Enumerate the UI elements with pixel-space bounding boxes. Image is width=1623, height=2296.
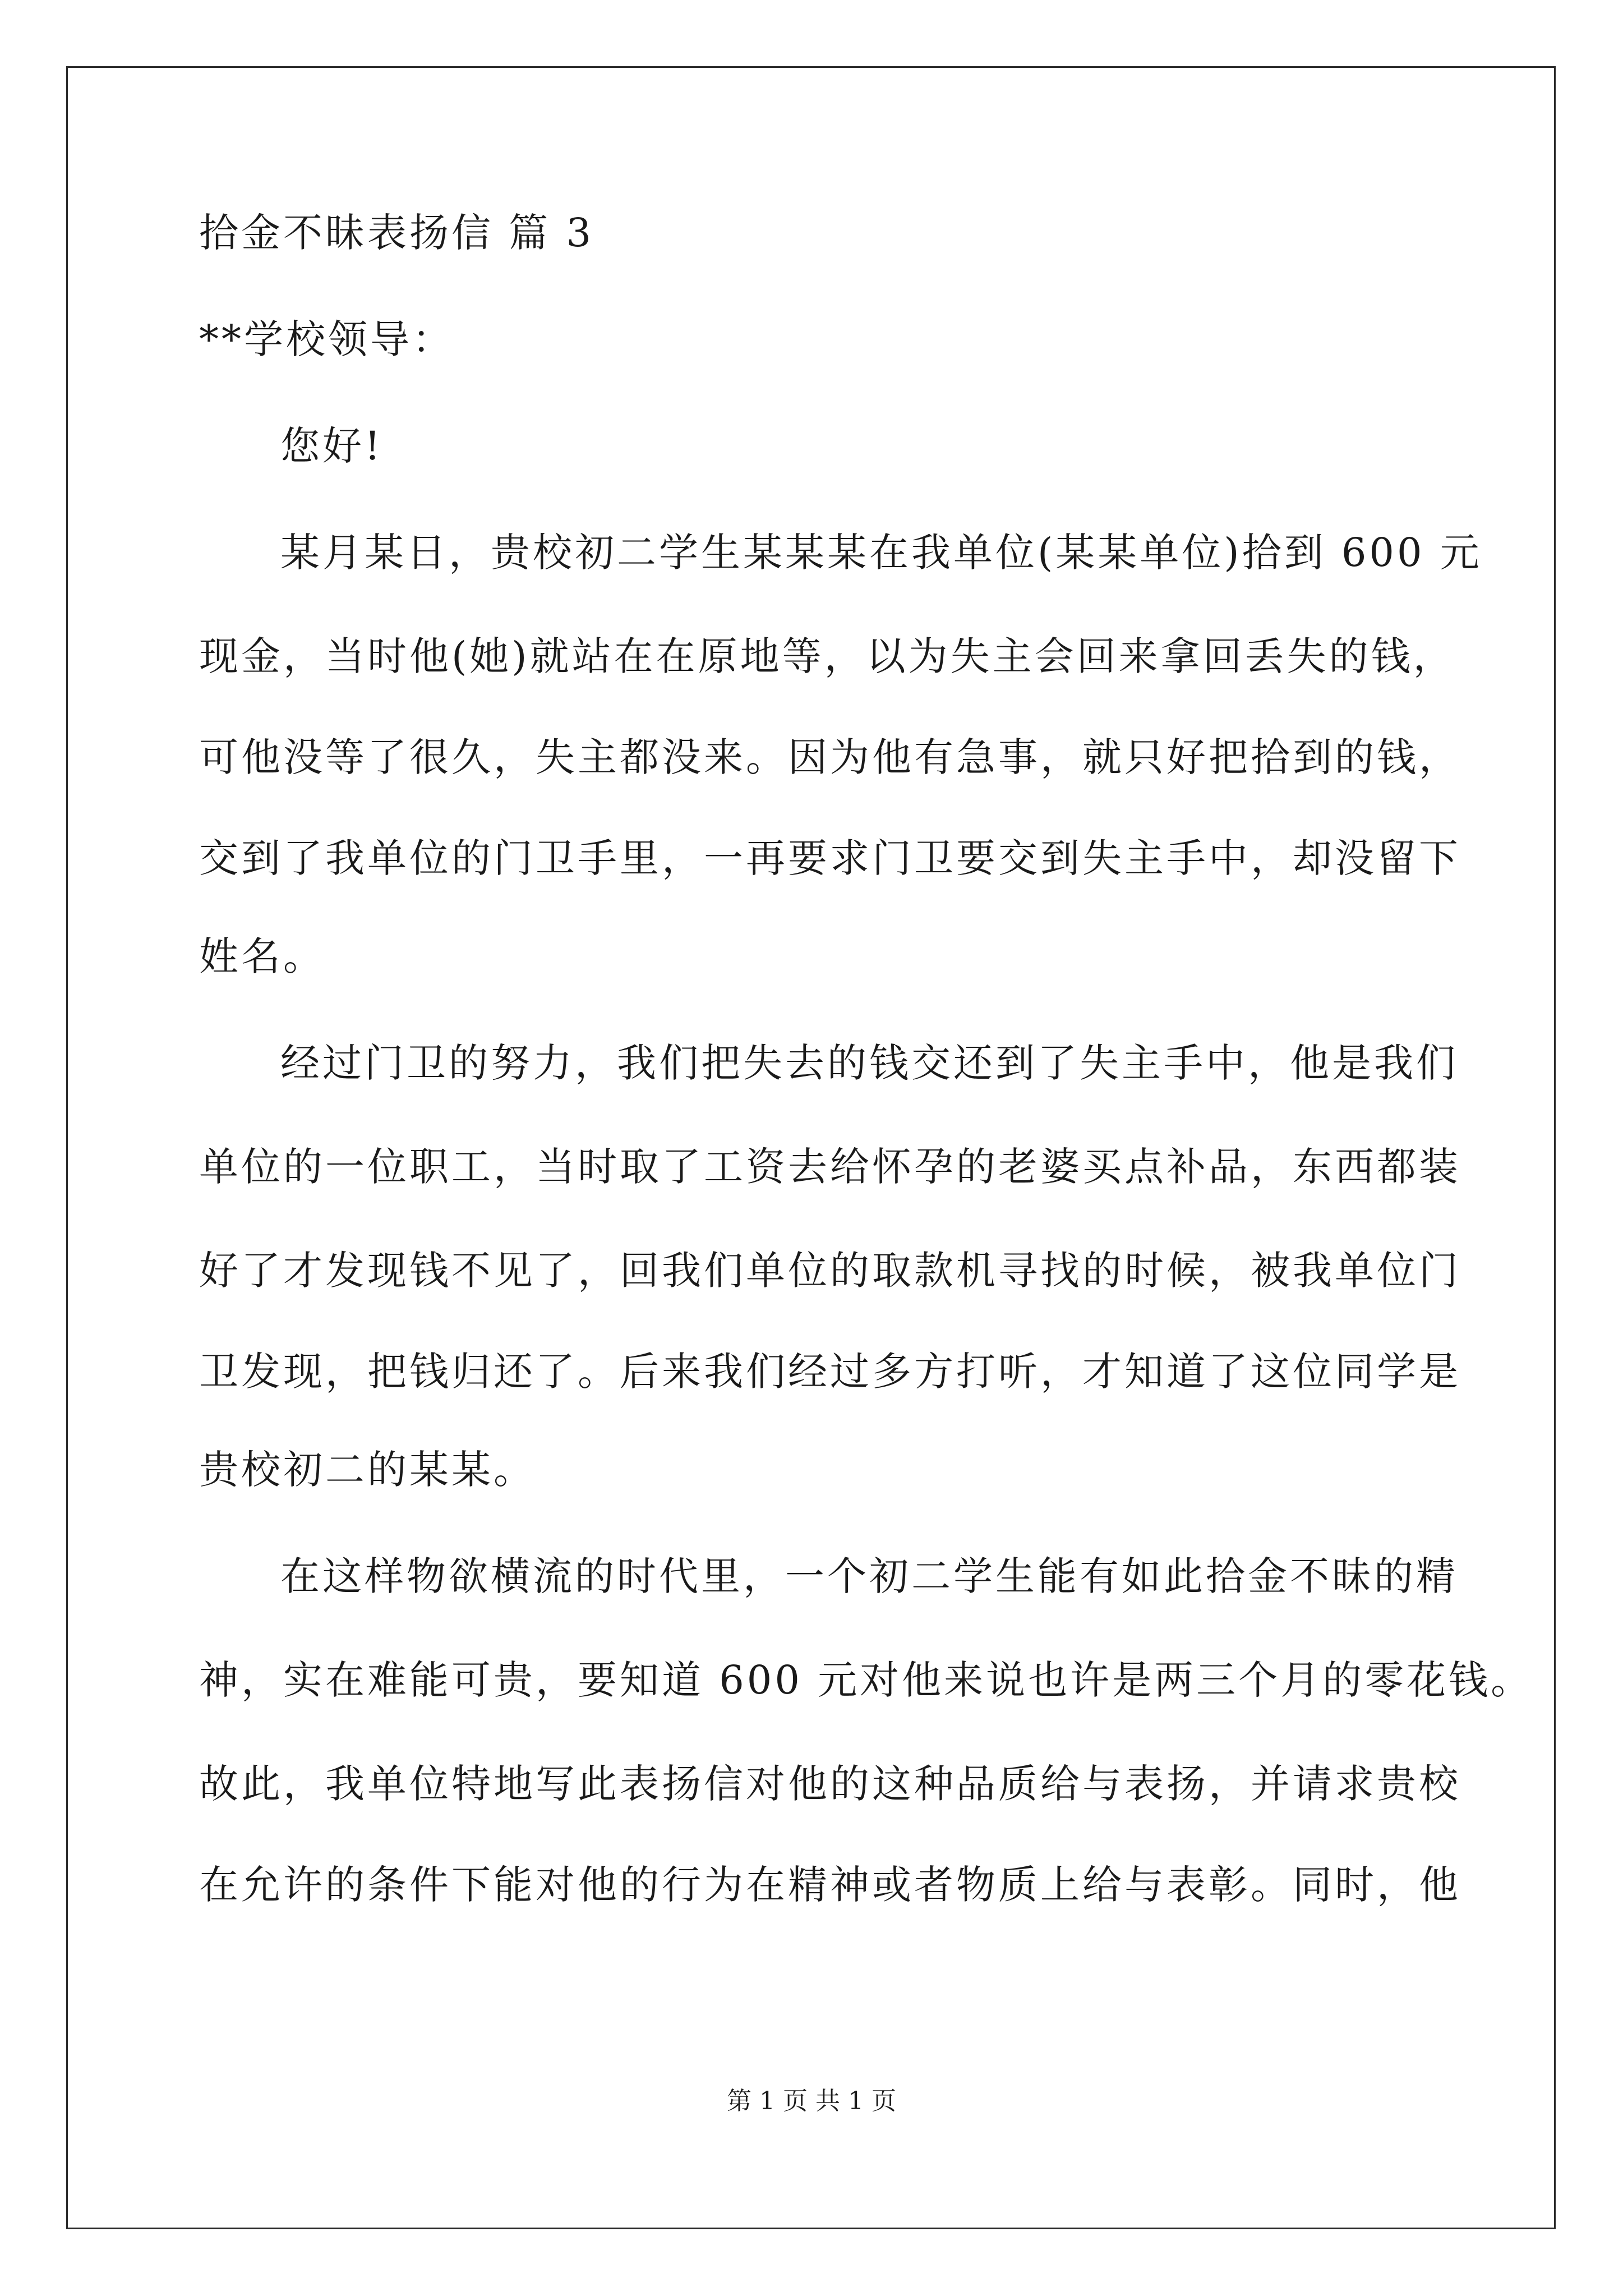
paragraph-line: 姓名。 <box>199 933 325 979</box>
paragraph-line: 经过门卫的努力，我们把失去的钱交还到了失主手中，他是我们 <box>280 1040 1458 1086</box>
paragraph-line: 神，实在难能可贵，要知道 600 元对他来说也许是两三个月的零花钱。 <box>199 1657 1533 1703</box>
paragraph-line: 故此，我单位特地写此表扬信对他的这种品质给与表扬，并请求贵校 <box>199 1761 1461 1807</box>
page-number-footer: 第 1 页 共 1 页 <box>727 2087 896 2115</box>
document-title: 拾金不昧表扬信 篇 3 <box>199 210 594 256</box>
paragraph-line: 可他没等了很久，失主都没来。因为他有急事，就只好把拾到的钱， <box>199 734 1461 780</box>
paragraph-line: 交到了我单位的门卫手里，一再要求门卫要交到失主手中，却没留下 <box>199 835 1461 881</box>
paragraph-line: 单位的一位职工，当时取了工资去给怀孕的老婆买点补品，东西都装 <box>199 1144 1461 1190</box>
salutation: **学校领导： <box>199 316 454 362</box>
paragraph-line: 卫发现，把钱归还了。后来我们经过多方打听，才知道了这位同学是 <box>199 1349 1461 1395</box>
paragraph-line: 好了才发现钱不见了，回我们单位的取款机寻找的时候，被我单位门 <box>199 1248 1461 1294</box>
paragraph-line: 贵校初二的某某。 <box>199 1447 536 1493</box>
paragraph-line: 某月某日，贵校初二学生某某某在我单位(某某单位)拾到 600 元 <box>280 530 1482 576</box>
greeting: 您好! <box>280 423 384 469</box>
paragraph-line: 在允许的条件下能对他的行为在精神或者物质上给与表彰。同时，他 <box>199 1862 1461 1908</box>
paragraph-line: 现金，当时他(她)就站在在原地等，以为失主会回来拿回丢失的钱， <box>199 633 1455 679</box>
paragraph-line: 在这样物欲横流的时代里，一个初二学生能有如此拾金不昧的精 <box>280 1553 1458 1599</box>
